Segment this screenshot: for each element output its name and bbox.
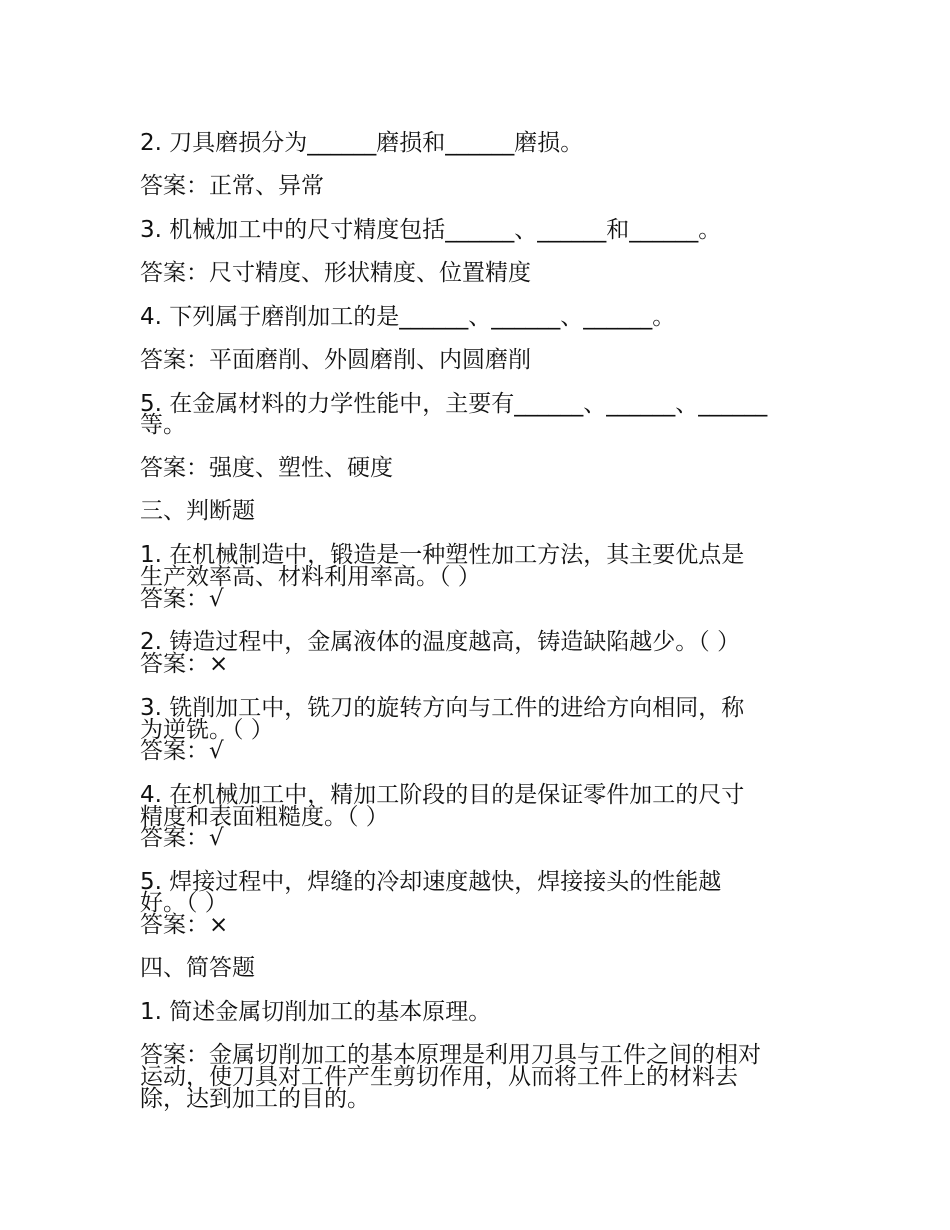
section-heading-short-answer: 四、简答题 [140,955,255,981]
tf-answer-2: 答案：× [140,651,229,677]
tf-answer-5: 答案：× [140,912,229,938]
sa-answer-1-line1: 答案：金属切削加工的基本原理是利用刀具与工件之间的相对 [140,1042,761,1068]
fill-answer-5: 答案：强度、塑性、硬度 [140,455,393,481]
fill-answer-4: 答案：平面磨削、外圆磨削、内圆磨削 [140,347,531,373]
tf-question-3-line2: 为逆铣。（ ） [140,717,274,743]
tf-question-3-line1: 3. 铣削加工中，铣刀的旋转方向与工件的进给方向相同，称 [140,695,745,721]
section-heading-true-false: 三、判断题 [140,498,255,524]
fill-question-4: 4. 下列属于磨削加工的是______、______、______。 [140,304,676,330]
tf-question-5-line1: 5. 焊接过程中，焊缝的冷却速度越快，焊接接头的性能越 [140,869,722,895]
fill-question-5-line2: 等。 [140,412,186,438]
tf-question-1-line2: 生产效率高、材料利用率高。（ ） [140,564,481,590]
fill-question-5-line1: 5. 在金属材料的力学性能中，主要有______、______、______ [140,391,768,417]
fill-answer-3: 答案：尺寸精度、形状精度、位置精度 [140,260,531,286]
tf-answer-3: 答案：√ [140,738,224,764]
sa-answer-1-line3: 除，达到加工的目的。 [140,1086,370,1112]
tf-question-4-line1: 4. 在机械加工中，精加工阶段的目的是保证零件加工的尺寸 [140,782,745,808]
sa-answer-1-line2: 运动，使刀具对工件产生剪切作用，从而将工件上的材料去 [140,1064,738,1090]
fill-question-2: 2. 刀具磨损分为______磨损和______磨损。 [140,130,584,156]
fill-question-3: 3. 机械加工中的尺寸精度包括______、______和______。 [140,217,722,243]
tf-question-2-line1: 2. 铸造过程中，金属液体的温度越高，铸造缺陷越少。（ ） [140,629,741,655]
sa-question-1: 1. 简述金属切削加工的基本原理。 [140,999,492,1025]
tf-question-5-line2: 好。（ ） [140,890,228,916]
fill-answer-2: 答案：正常、异常 [140,173,324,199]
tf-question-4-line2: 精度和表面粗糙度。（ ） [140,804,389,830]
tf-answer-1: 答案：√ [140,586,224,612]
tf-question-1-line1: 1. 在机械制造中，锻造是一种塑性加工方法，其主要优点是 [140,542,745,568]
tf-answer-4: 答案：√ [140,825,224,851]
